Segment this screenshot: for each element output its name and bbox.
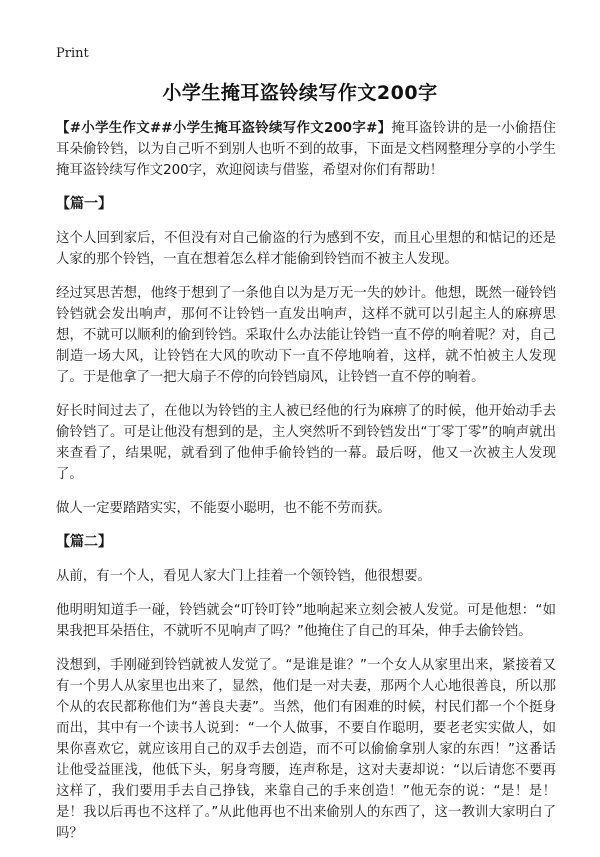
paragraph: 他明明知道手一碰，铃铛就会“叮铃叮铃”地响起来立刻会被人发觉。可是他想：“如果我把耳朵捂住，不就听不见响声了吗？”他掩住了自己的耳朵，伸手去偷铃铛。 (56, 603, 556, 639)
section-heading-2: 【篇二】 (56, 534, 112, 550)
paragraph: 做人一定要踏踏实实，不能耍小聪明，也不能不劳而获。 (56, 501, 391, 516)
intro-paragraph (56, 118, 556, 181)
article-body (56, 118, 556, 857)
intro-text: 掩耳盗铃讲的是一小偷捂住耳朵偷铃铛，以为自己听不到别人也听不到的故事，下面是文档网整理分享的小学生掩耳盗铃续写作文200字，欢迎阅读与借鉴，希望对你们有帮助！ (56, 121, 556, 178)
intro-tags: 【#小学生作文##小学生掩耳盗铃续写作文200字#】 (56, 121, 392, 136)
page-title: 小学生掩耳盗铃续写作文200字 (162, 82, 438, 104)
paragraph: 经过冥思苦想，他终于想到了一条他自以为是万无一失的妙计。他想，既然一碰铃铛铃铛就会发出响声，那何不让铃铛一直发出响声，这样不就可以引起主人的麻痹思想，不就可以顺利的偷到铃铛。采取什么办法能让铃铛一直不停的响着呢？对，自己制造一场大风，让铃铛在大风的吹动下一直不停地响着，这样，就不怕被主人发现了。于是他拿了一把大扇子不停的向铃铛扇风，让铃铛一直不停的响着。 (56, 286, 556, 385)
paragraph: 没想到，手刚碰到铃铛就被人发觉了。“是谁是谁？”一个女人从家里出来，紧接着又有一个男人从家里也出来了，显然，他们是一对夫妻，那两个人心地很善良，所以那个从的农民都称他们为“善良夫妻”。当然，他们有困难的时候，村民们都一个个挺身而出，其中有一个读书人说到：“一个人做事，不要自作聪明，要老老实实做人，如果你喜欢它，就应该用自己的双手去创造，而不可以偷偷拿别人家的东西！”这番话让他受益匪浅，他低下头，躬身弯腰，连声称是，这对夫妻却说：“以后请您不要再这样了，我们要用手去自己挣钱，来靠自己的手来创造！”他无奈的说：“是！是！是！我以后再也不这样了。”从此他再也不出来偷别人的东西了，这一教训大家明白了吗？ (56, 658, 556, 841)
paragraph: 好长时间过去了，在他以为铃铛的主人被已经他的行为麻痹了的时候，他开始动手去偷铃铛了。可是让他没有想到的是，主人突然听不到铃铛发出“丁零丁零”的响声就出来查看了，结果呢，就看到了他伸手偷铃铛的一幕。最后呀，他又一次被主人发现了。 (56, 404, 556, 482)
print-label: Print (56, 46, 89, 61)
section-heading-1: 【篇一】 (56, 196, 112, 212)
paragraph: 这个人回到家后，不但没有对自己偷盗的行为感到不安，而且心里想的和惦记的还是人家的那个铃铛，一直在想着怎么样才能偷到铃铛而不被主人发现。 (56, 231, 556, 267)
paragraph: 从前，有一个人，看见人家大门上挂着一个领铃铛，他很想要。 (56, 569, 431, 584)
